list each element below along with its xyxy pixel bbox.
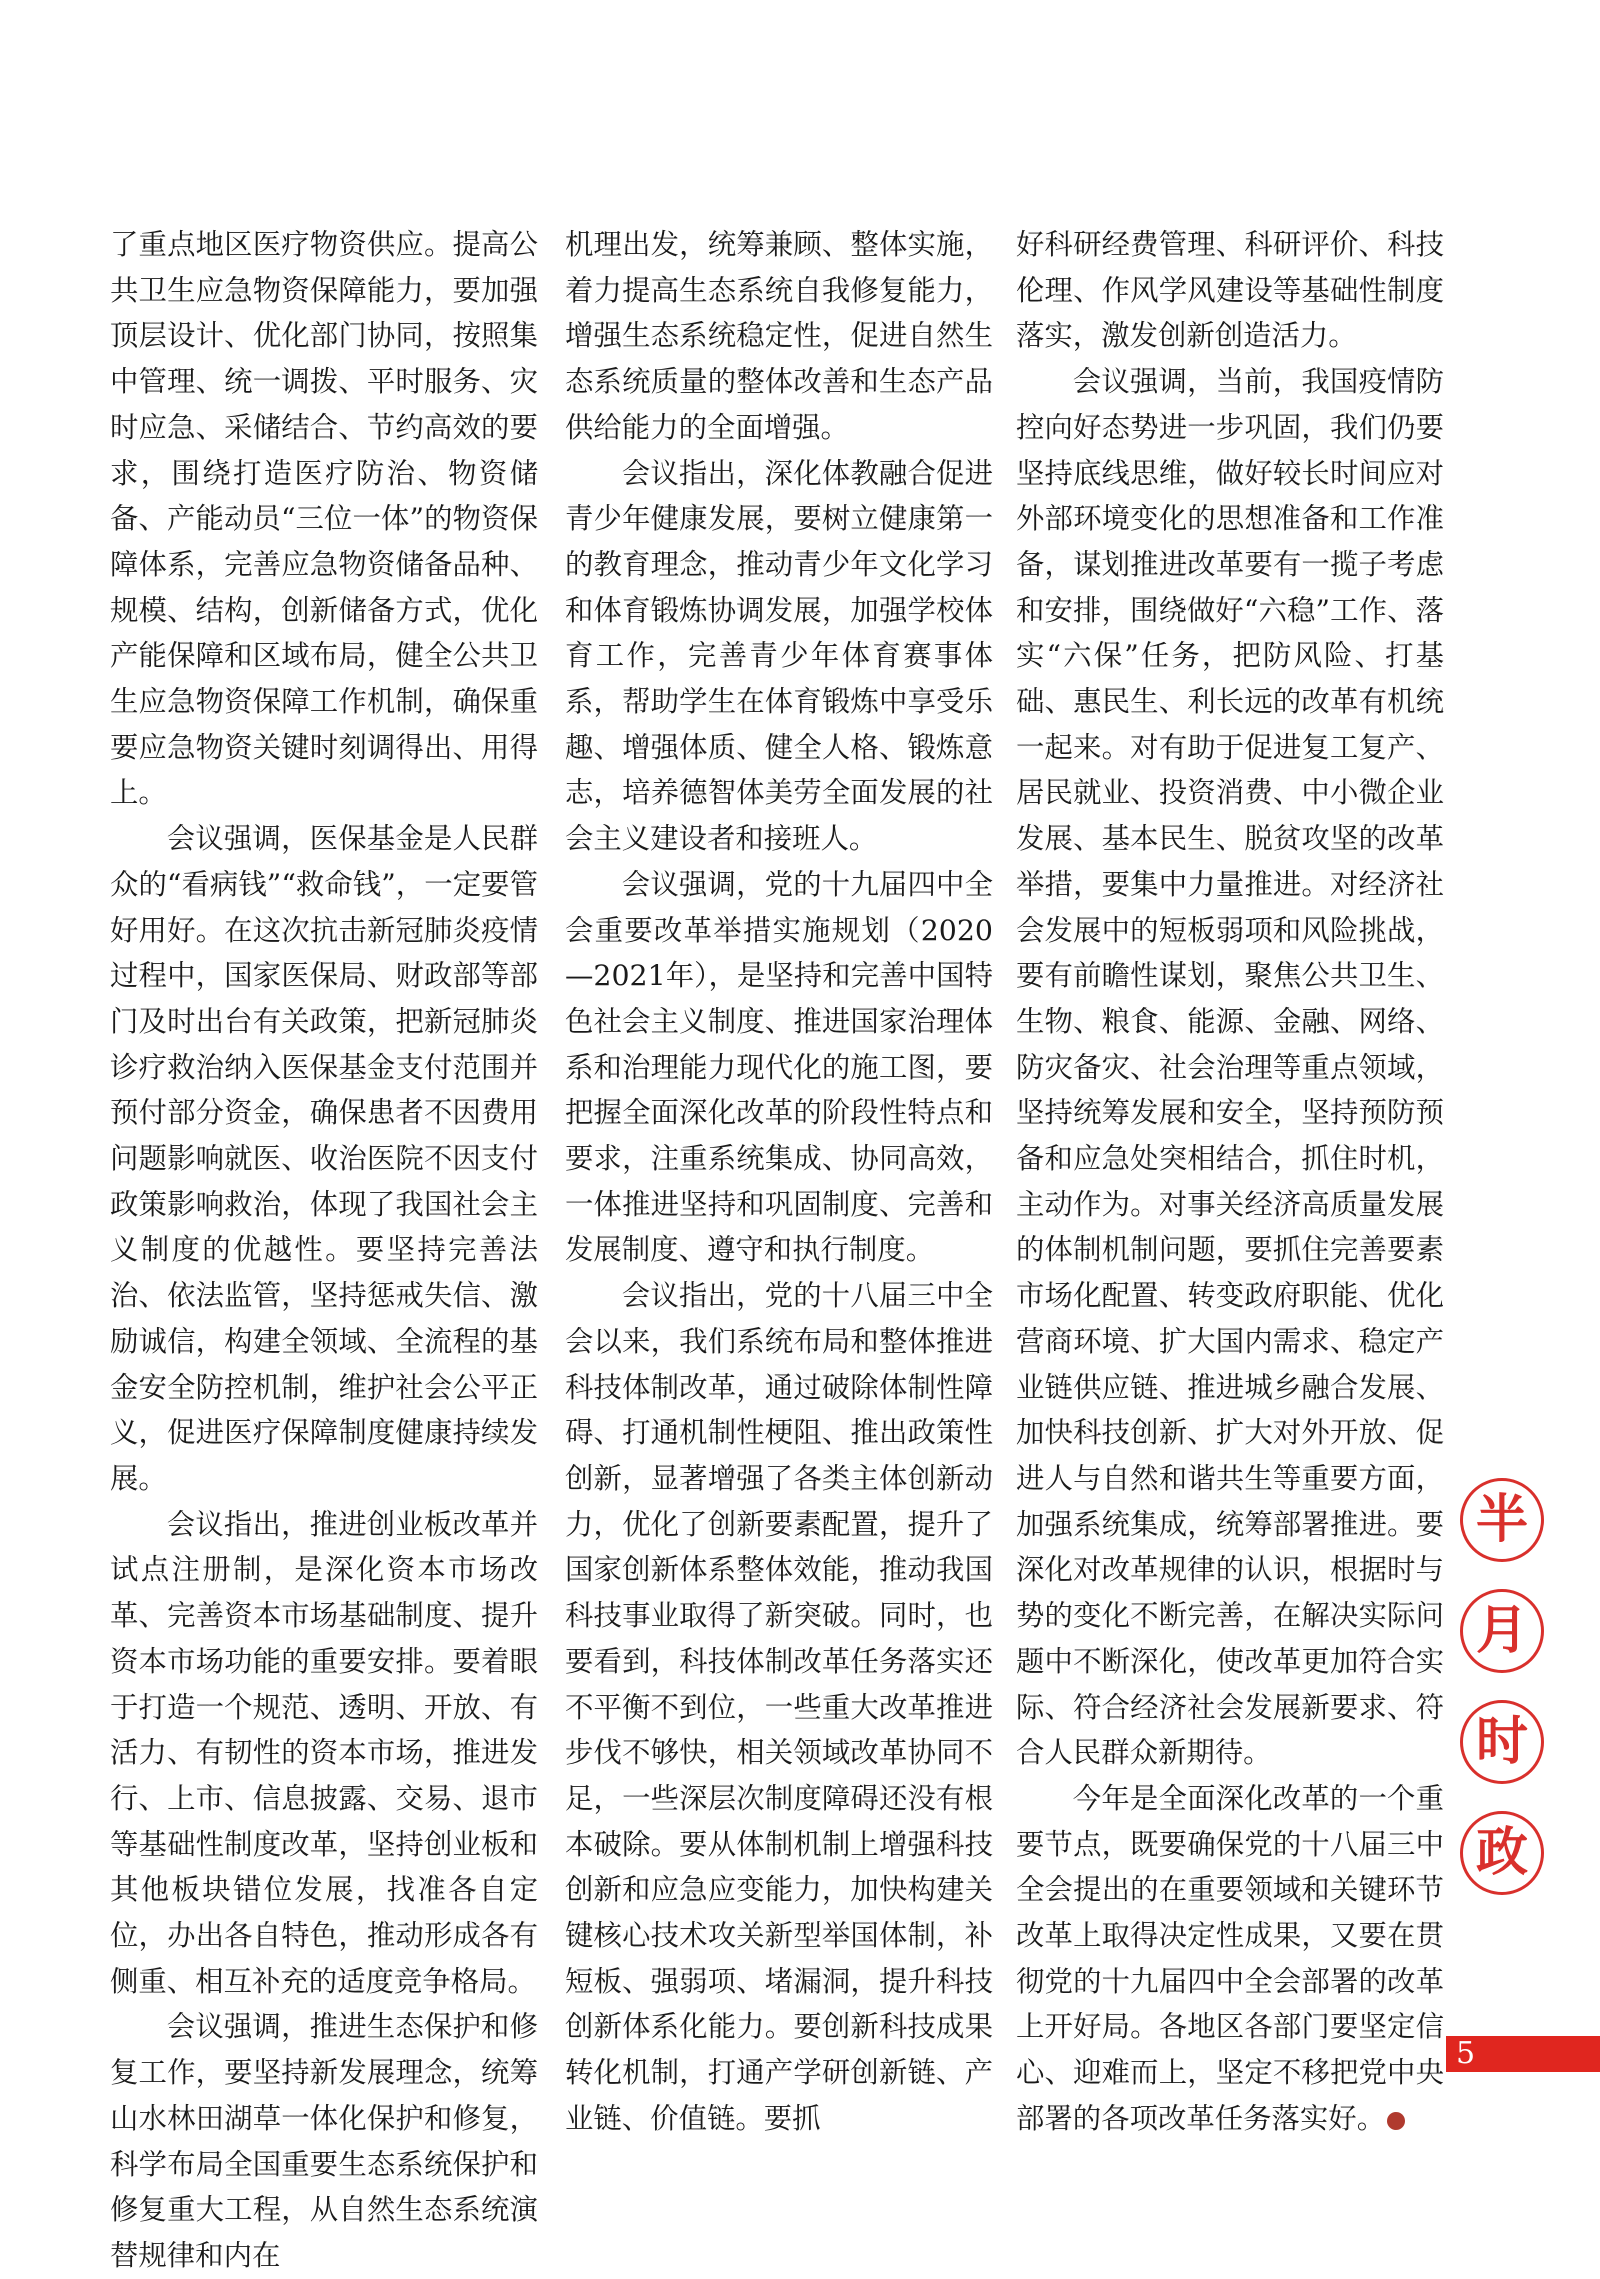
paragraph: 会议强调，医保基金是人民群众的“看病钱”“救命钱”，一定要管好用好。在这次抗击新冠肺炎疫情过程中，国家医保局、财政部等部门及时出台有关政策，把新冠肺炎诊疗救治纳入医保基金支付范围并预付部分资金，确保患者不因费用问题影响就医、收治医院不因支付政策影响救治，体现了我国社会主义制度的优越性。要坚持完善法治、依法监管，坚持惩戒失信、激励诚信，构建全领域、全流程的基金安全防控机制，维护社会公平正义，促进医疗保障制度健康持续发展。 [110, 822, 538, 1495]
section-label-char: 时 [1460, 1700, 1544, 1784]
paragraph [1016, 1776, 1444, 2142]
paragraph-text: 今年是全面深化改革的一个重要节点，既要确保党的十八届三中全会提出的在重要领域和关键环节改革上取得决定性成果，又要在贯彻党的十九届四中全会部署的改革上开好局。各地区各部门要坚定信心、迎难而上，坚定不移把党中央部署的各项改革任务落实好。 [1016, 1781, 1444, 2135]
section-label-char: 政 [1460, 1811, 1544, 1895]
paragraph: 机理出发，统筹兼顾、整体实施，着力提高生态系统自我修复能力，增强生态系统稳定性，促进自然生态系统质量的整体改善和生态产品供给能力的全面增强。 [565, 228, 993, 444]
text-column-2 [565, 222, 993, 2142]
paragraph: 了重点地区医疗物资供应。提高公共卫生应急物资保障能力，要加强顶层设计、优化部门协同，按照集中管理、统一调拨、平时服务、灾时应急、采储结合、节约高效的要求，围绕打造医疗防治、物资储备、产能动员“三位一体”的物资保障体系，完善应急物资储备品种、规模、结构，创新储备方式，优化产能保障和区域布局，健全公共卫生应急物资保障工作机制，确保重要应急物资关键时刻调得出、用得上。 [110, 228, 538, 810]
end-mark-icon [1387, 2112, 1405, 2130]
section-label-char: 月 [1460, 1589, 1544, 1673]
paragraph: 会议指出，推进创业板改革并试点注册制，是深化资本市场改革、完善资本市场基础制度、提升资本市场功能的重要安排。要着眼于打造一个规范、透明、开放、有活力、有韧性的资本市场，推进发行、上市、信息披露、交易、退市等基础性制度改革，坚持创业板和其他板块错位发展，找准各自定位，办出各自特色，推动形成各有侧重、相互补充的适度竞争格局。 [110, 1507, 538, 1998]
paragraph: 会议指出，深化体教融合促进青少年健康发展，要树立健康第一的教育理念，推动青少年文化学习和体育锻炼协调发展，加强学校体育工作，完善青少年体育赛事体系，帮助学生在体育锻炼中享受乐趣、增强体质、健全人格、锻炼意志，培养德智体美劳全面发展的社会主义建设者和接班人。 [565, 456, 993, 856]
paragraph: 会议强调，党的十九届四中全会重要改革举措实施规划（2020—2021年），是坚持和完善中国特色社会主义制度、推进国家治理体系和治理能力现代化的施工图，要把握全面深化改革的阶段性特点和要求，注重系统集成、协同高效，一体推进坚持和巩固制度、完善和发展制度、遵守和执行制度。 [565, 867, 993, 1267]
page-number: 5 [1456, 2036, 1476, 2071]
text-column-1 [110, 222, 538, 2279]
section-label-banyue-shizheng [1460, 1478, 1545, 1922]
paragraph: 会议强调，推进生态保护和修复工作，要坚持新发展理念，统筹山水林田湖草一体化保护和修复，科学布局全国重要生态系统保护和修复重大工程，从自然生态系统演替规律和内在 [110, 2010, 538, 2272]
section-label-char: 半 [1460, 1478, 1544, 1562]
text-column-3 [1016, 222, 1444, 2142]
paragraph: 会议强调，当前，我国疫情防控向好态势进一步巩固，我们仍要坚持底线思维，做好较长时间应对外部环境变化的思想准备和工作准备，谋划推进改革要有一揽子考虑和安排，围绕做好“六稳”工作、落实“六保”任务，把防风险、打基础、惠民生、利长远的改革有机统一起来。对有助于促进复工复产、居民就业、投资消费、中小微企业发展、基本民生、脱贫攻坚的改革举措，要集中力量推进。对经济社会发展中的短板弱项和风险挑战，要有前瞻性谋划，聚焦公共卫生、生物、粮食、能源、金融、网络、防灾备灾、社会治理等重点领域，坚持统筹发展和安全，坚持预防预备和应急处突相结合，抓住时机，主动作为。对事关经济高质量发展的体制机制问题，要抓住完善要素市场化配置、转变政府职能、优化营商环境、扩大国内需求、稳定产业链供应链、推进城乡融合发展、加快科技创新、扩大对外开放、促进人与自然和谐共生等重要方面，加强系统集成，统筹部署推进。要深化对改革规律的认识，根据时与势的变化不断完善，在解决实际问题中不断深化，使改革更加符合实际、符合经济社会发展新要求、符合人民群众新期待。 [1016, 365, 1444, 1770]
paragraph: 好科研经费管理、科研评价、科技伦理、作风学风建设等基础性制度落实，激发创新创造活力。 [1016, 228, 1444, 353]
page-number-bar [1446, 2036, 1600, 2072]
paragraph: 会议指出，党的十八届三中全会以来，我们系统布局和整体推进科技体制改革，通过破除体制性障碍、打通机制性梗阻、推出政策性创新，显著增强了各类主体创新动力，优化了创新要素配置，提升了国家创新体系整体效能，推动我国科技事业取得了新突破。同时，也要看到，科技体制改革任务落实还不平衡不到位，一些重大改革推进步伐不够快，相关领域改革协同不足，一些深层次制度障碍还没有根本破除。要从体制机制上增强科技创新和应急应变能力，加快构建关键核心技术攻关新型举国体制，补短板、强弱项、堵漏洞，提升科技创新体系化能力。要创新科技成果转化机制，打通产学研创新链、产业链、价值链。要抓 [565, 1279, 993, 2135]
